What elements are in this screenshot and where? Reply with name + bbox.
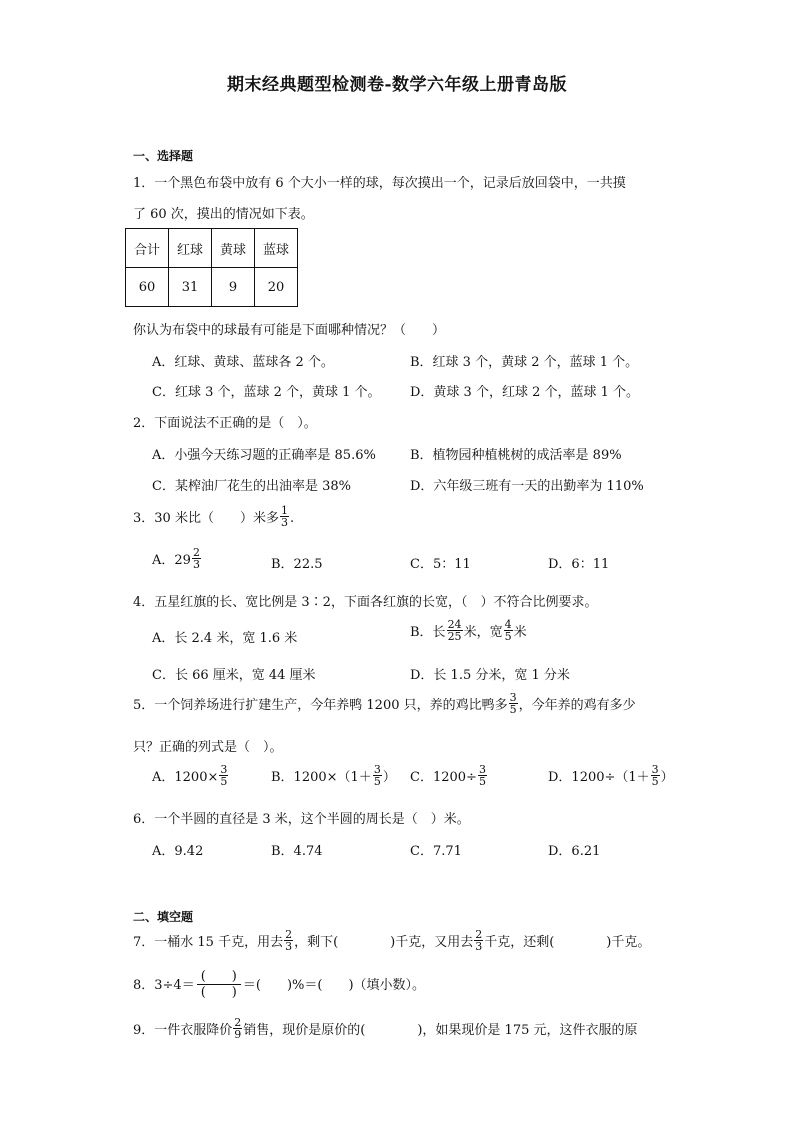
q4-option-b-text: B．长 [410,625,446,640]
q7-text-c: 千克，还剩( )千克。 [484,935,651,950]
table-cell: 9 [212,268,255,307]
numerator: 2 [234,1016,242,1029]
q5-line2: 只？正确的列式是（ ）。 [133,740,283,755]
q5-option-a-text: A．1200× [152,770,219,785]
q5-fraction [509,692,518,715]
numerator: 1 [280,504,288,517]
q5-option-d-close: ） [660,770,674,785]
q5-option-b-text: B．1200×（1＋ [271,770,372,785]
numerator: 3 [373,763,381,776]
q4-option-b-unit: 米 [513,625,527,640]
q3-stem-end: . [289,511,295,526]
q5-stem-text-end: ，今年养的鸡有多少 [518,698,636,713]
q2-stem: 2．下面说法不正确的是（ ）。 [133,416,317,431]
numerator: 3 [220,763,228,776]
q5-stem-text: 5．一个饲养场进行扩建生产，今年养鸭 1200 只，养的鸡比鸭多 [133,698,508,713]
q4-option-b-fraction-length [447,619,463,642]
denominator: 3 [475,940,483,953]
q4-option-b [410,618,527,644]
q7-text-a: 7．一桶水 15 千克，用去 [133,935,284,950]
numerator: 3 [478,763,486,776]
q3-option-a-text: A．29 [152,553,191,568]
q5-option-b-close: ） [382,770,396,785]
q3-option-a [152,546,202,572]
denominator-blank: ( ) [200,985,237,1000]
q1-option-c: C．红球 3 个，蓝球 2 个，黄球 1 个。 [152,385,381,400]
table-header-cell: 黄球 [212,229,255,268]
table-cell: 20 [255,268,298,307]
denominator: 5 [504,630,512,643]
q3-fraction [280,505,289,528]
numerator: 3 [509,691,517,704]
numerator: 2 [285,928,293,941]
denominator: 5 [651,775,659,788]
table-header-cell: 蓝球 [255,229,298,268]
table-header-cell: 红球 [169,229,212,268]
q7-text-b: ，剩下( )千克，又用去 [294,935,474,950]
q8-text-a: 8．3÷4＝ [133,978,195,993]
denominator: 9 [234,1028,242,1041]
denominator: 3 [192,558,200,571]
q1-question: 你认为布袋中的球最有可能是下面哪种情况？（ ） [133,323,446,338]
q2-option-c: C．某榨油厂花生的出油率是 38% [152,479,351,494]
denominator: 5 [220,775,228,788]
q2-option-b: B．植物园种植桃树的成活率是 89% [410,448,622,463]
q3-stem-text: 3．30 米比（ ）米多 [133,511,279,526]
q4-option-b-fraction-width [504,619,513,642]
q5-option-d-text: D．1200÷（1＋ [548,770,650,785]
numerator: 4 [504,618,512,631]
numerator: 24 [447,618,462,631]
q9-stem [133,1016,638,1042]
q5-option-d [548,763,674,789]
q5-option-a [152,763,229,789]
q3-option-d: D．6：11 [548,557,610,572]
numerator: 2 [475,928,483,941]
q5-option-d-fraction [651,764,660,787]
q1-line1: 1．一个黑色布袋中放有 6 个大小一样的球，每次摸出一个，记录后放回袋中，一共摸 [133,176,626,191]
q8-blank-fraction [197,969,241,1000]
denominator: 3 [285,940,293,953]
denominator: 5 [478,775,486,788]
q7-fraction-2 [474,929,483,952]
q4-option-a: A．长 2.4 米，宽 1.6 米 [152,631,298,646]
table-header-cell: 合计 [126,229,169,268]
q2-option-a: A．小强今天练习题的正确率是 85.6% [152,448,376,463]
table-row [126,268,298,307]
numerator: 3 [651,763,659,776]
q5-option-b-fraction [373,764,382,787]
q3-option-c: C．5：11 [410,557,471,572]
q1-table [125,228,298,307]
section-heading-fill: 二、填空题 [133,910,194,924]
q6-option-b: B．4.74 [271,844,323,859]
q5-option-c-text: C．1200÷ [410,770,477,785]
q9-fraction [233,1017,242,1040]
q4-option-c: C．长 66 厘米，宽 44 厘米 [152,668,316,683]
q7-fraction-1 [284,929,293,952]
q8-text-b: ＝( )%＝( )（填小数）。 [242,978,426,993]
q4-option-b-mid: 米，宽 [463,625,503,640]
q6-option-d: D．6.21 [548,844,601,859]
q8-stem [133,970,425,1001]
q6-option-c: C．7.71 [410,844,462,859]
q7-stem [133,928,651,954]
denominator: 3 [280,516,288,529]
denominator: 5 [509,703,517,716]
q5-option-c [410,763,488,789]
q5-stem [133,691,636,717]
q5-option-a-fraction [219,764,228,787]
numerator: 2 [192,546,200,559]
numerator-blank: ( ) [197,969,241,985]
q4-stem: 4．五星红旗的长、宽比例是 3∶2，下面各红旗的长宽，（ ）不符合比例要求。 [133,595,598,610]
q5-option-c-fraction [478,764,487,787]
q1-option-d: D．黄球 3 个，红球 2 个，蓝球 1 个。 [410,385,640,400]
q5-option-b [271,763,396,789]
table-cell: 31 [169,268,212,307]
q3-option-b: B．22.5 [271,557,323,572]
q6-option-a: A．9.42 [152,844,204,859]
q9-text-a: 9．一件衣服降价 [133,1023,233,1038]
q2-option-d: D．六年级三班有一天的出勤率为 110% [410,479,644,494]
table-row [126,229,298,268]
denominator: 25 [447,630,462,643]
table-cell: 60 [126,268,169,307]
q1-line2: 了 60 次，摸出的情况如下表。 [133,207,314,222]
q3-stem [133,504,295,530]
section-heading-choice: 一、选择题 [133,149,194,163]
q4-option-d: D．长 1.5 分米，宽 1 分米 [410,668,570,683]
q9-text-b: 销售，现价是原价的( )，如果现价是 175 元，这件衣服的原 [243,1023,638,1038]
denominator: 5 [373,775,381,788]
q3-option-a-fraction [192,547,201,570]
q1-option-a: A．红球、黄球、蓝球各 2 个。 [152,355,334,370]
q6-stem: 6．一个半圆的直径是 3 米，这个半圆的周长是（ ）米。 [133,812,470,827]
q1-option-b: B．红球 3 个，黄球 2 个，蓝球 1 个。 [410,355,639,370]
page-title: 期末经典题型检测卷-数学六年级上册青岛版 [226,75,568,95]
